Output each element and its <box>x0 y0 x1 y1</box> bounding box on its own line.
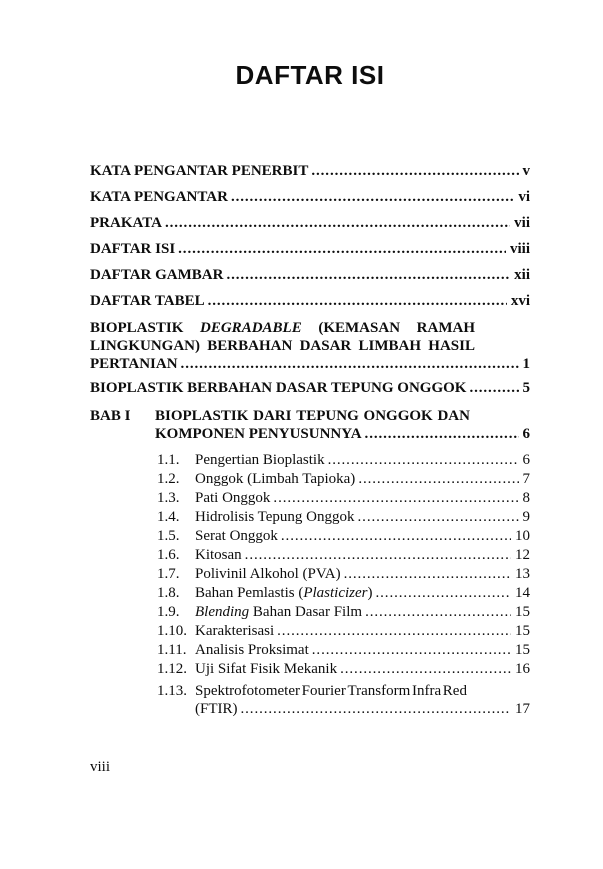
toc-page-number: 14 <box>515 585 530 601</box>
toc-entry-label: BIOPLASTIK BERBAHAN DASAR TEPUNG ONGGOK <box>90 380 467 396</box>
toc-entry-label: Blending Bahan Dasar Film <box>195 604 363 620</box>
toc-entry-label: Pati Onggok <box>195 490 271 506</box>
dot-leader <box>340 660 511 679</box>
toc-entry-label: Kitosan <box>195 547 242 563</box>
toc-subentry-1-8[interactable] <box>157 584 530 603</box>
section-number: 1.7. <box>157 566 180 582</box>
section-number: 1.3. <box>157 490 180 506</box>
toc-page-number: 7 <box>522 471 530 487</box>
toc-subentry-1-12[interactable] <box>157 660 530 679</box>
toc-subentry-1-2[interactable] <box>157 470 530 489</box>
toc-page-number: 1 <box>522 356 530 372</box>
dot-leader <box>273 489 518 508</box>
toc-entry-label: Karakterisasi <box>195 623 275 639</box>
word: DAN <box>437 408 470 424</box>
section-number: 1.9. <box>157 604 180 620</box>
dot-leader <box>208 292 507 310</box>
section-number: 1.4. <box>157 509 180 525</box>
toc-subentry-1-4[interactable] <box>157 508 530 527</box>
toc-entry-label: (FTIR) <box>195 701 238 717</box>
toc-entry-line <box>90 319 475 337</box>
dot-leader <box>231 188 514 206</box>
toc-entry-daftar-gambar[interactable] <box>90 266 530 284</box>
dot-leader <box>344 565 511 584</box>
toc-entry-label: Pengertian Bioplastik <box>195 452 325 468</box>
section-number: 1.13. <box>157 683 187 699</box>
toc-page-number: 9 <box>522 509 530 525</box>
toc-entry-label: DAFTAR ISI <box>90 241 176 257</box>
toc-page-number: 12 <box>515 547 530 563</box>
toc-subentry-1-3[interactable] <box>157 489 530 508</box>
toc-page-number: 13 <box>515 566 530 582</box>
toc-page-number: 5 <box>522 380 530 396</box>
dot-leader <box>358 508 519 527</box>
section-number: 1.8. <box>157 585 180 601</box>
toc-entry-kata-pengantar[interactable] <box>90 188 530 206</box>
dot-leader <box>358 470 518 489</box>
word: ONGGOK <box>363 408 433 424</box>
word: LIMBAH <box>358 338 422 354</box>
section-number: 1.6. <box>157 547 180 563</box>
toc-entry-bab-1[interactable] <box>90 407 530 443</box>
section-number: 1.5. <box>157 528 180 544</box>
section-number: 1.10. <box>157 623 187 639</box>
toc-entry-label: Polivinil Alkohol (PVA) <box>195 566 341 582</box>
word: Infra <box>411 683 442 699</box>
dot-leader <box>281 527 511 546</box>
toc-entry-label: Hidrolisis Tepung Onggok <box>195 509 355 525</box>
toc-entry-label: PERTANIAN <box>90 356 178 372</box>
toc-entry-line <box>90 355 530 373</box>
dot-leader <box>277 622 511 641</box>
toc-page-number: 6 <box>522 452 530 468</box>
page-number-footer: viii <box>90 759 111 775</box>
toc-subentry-1-5[interactable] <box>157 527 530 546</box>
dot-leader <box>365 603 511 622</box>
toc-page-number: 8 <box>522 490 530 506</box>
dot-leader <box>312 641 511 660</box>
toc-page-number: v <box>522 163 530 179</box>
toc-page-number: viii <box>509 241 530 257</box>
toc-entry-label: KATA PENGANTAR PENERBIT <box>90 163 309 179</box>
word: DARI <box>253 408 292 424</box>
table-of-contents <box>90 162 530 719</box>
toc-entry-label: Onggok (Limbah Tapioka) <box>195 471 356 487</box>
dot-leader <box>241 700 512 719</box>
toc-page-number: 16 <box>515 661 530 677</box>
toc-page-number: xii <box>514 267 530 283</box>
word: Spektrofotometer <box>195 683 300 699</box>
toc-subentry-1-7[interactable] <box>157 565 530 584</box>
toc-entry-label: KATA PENGANTAR <box>90 189 228 205</box>
word: BIOPLASTIK <box>90 320 184 336</box>
dot-leader <box>311 162 518 180</box>
toc-subsection-list <box>157 451 530 719</box>
toc-entry-line <box>195 700 530 719</box>
chapter-title <box>155 407 530 443</box>
word: Transform <box>347 683 411 699</box>
toc-entry-bioplastik-degradable[interactable] <box>90 319 530 373</box>
dot-leader <box>245 546 511 565</box>
word: RAMAH <box>416 320 475 336</box>
word: Red <box>442 683 467 699</box>
toc-subentry-1-6[interactable] <box>157 546 530 565</box>
word: DASAR <box>299 338 352 354</box>
section-number: 1.1. <box>157 452 180 468</box>
section-number: 1.2. <box>157 471 180 487</box>
toc-entry-daftar-isi[interactable] <box>90 240 530 258</box>
word: BERBAHAN <box>207 338 293 354</box>
toc-entry-daftar-tabel[interactable] <box>90 292 530 310</box>
toc-page-number: 17 <box>515 701 530 717</box>
word: LINGKUNGAN) <box>90 338 201 354</box>
toc-entry-label: KOMPONEN PENYUSUNNYA <box>155 426 362 442</box>
toc-entry-line <box>195 682 467 700</box>
toc-subentry-1-1[interactable] <box>157 451 530 470</box>
toc-subentry-1-11[interactable] <box>157 641 530 660</box>
dot-leader <box>469 379 518 397</box>
dot-leader <box>376 584 512 603</box>
word: TEPUNG <box>296 408 359 424</box>
toc-page-number: 15 <box>515 604 530 620</box>
toc-entry-label: DAFTAR TABEL <box>90 293 205 309</box>
word: BIOPLASTIK <box>155 408 249 424</box>
chapter-number: BAB I <box>90 408 131 424</box>
toc-entry-kata-pengantar-penerbit[interactable] <box>90 162 530 180</box>
toc-entry-label: Bahan Pemlastis (Plasticizer) <box>195 585 373 601</box>
section-number: 1.11. <box>157 642 187 658</box>
toc-page-number: xvi <box>510 293 530 309</box>
word: Fourier <box>301 683 346 699</box>
dot-leader <box>226 266 510 284</box>
toc-entry-label: Uji Sifat Fisik Mekanik <box>195 661 338 677</box>
toc-entry-line <box>155 407 470 425</box>
toc-subentry-1-13[interactable] <box>157 682 530 719</box>
dot-leader <box>365 425 519 443</box>
toc-entry-line <box>155 425 530 443</box>
toc-entry-bioplastik-tepung-onggok[interactable] <box>90 379 530 397</box>
dot-leader <box>178 240 506 258</box>
dot-leader <box>328 451 519 470</box>
word: (KEMASAN <box>318 320 401 336</box>
toc-entry-label: Serat Onggok <box>195 528 278 544</box>
toc-subentry-1-9[interactable] <box>157 603 530 622</box>
toc-page-number: vi <box>518 189 530 205</box>
toc-page-number: 6 <box>522 426 530 442</box>
dot-leader <box>181 355 519 373</box>
toc-page-number: 15 <box>515 623 530 639</box>
word: HASIL <box>428 338 475 354</box>
toc-entry-line <box>90 337 475 355</box>
toc-page-number: 15 <box>515 642 530 658</box>
toc-page-number: 10 <box>515 528 530 544</box>
toc-subentry-1-10[interactable] <box>157 622 530 641</box>
dot-leader <box>165 214 510 232</box>
toc-entry-label: Analisis Proksimat <box>195 642 309 658</box>
toc-entry-label: DAFTAR GAMBAR <box>90 267 224 283</box>
toc-entry-label: PRAKATA <box>90 215 162 231</box>
section-number: 1.12. <box>157 661 187 677</box>
word-italic: DEGRADABLE <box>200 320 302 336</box>
page-title: DAFTAR ISI <box>235 60 385 90</box>
toc-entry-prakata[interactable] <box>90 214 530 232</box>
toc-page-number: vii <box>514 215 530 231</box>
